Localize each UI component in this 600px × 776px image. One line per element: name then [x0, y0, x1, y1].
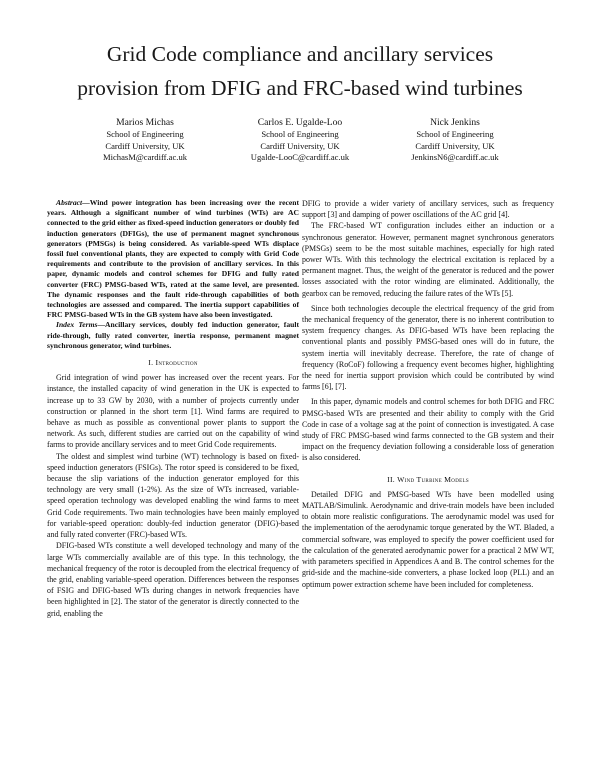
author-university: Cardiff University, UK	[415, 140, 495, 151]
left-column	[47, 198, 299, 619]
author-name: Nick Jenkins	[430, 117, 480, 128]
index-terms	[47, 320, 299, 351]
author-school: School of Engineering	[261, 129, 339, 139]
intro-paragraph-6: Since both technologies decouple the electrical frequency of the grid from the mechanical frequency of the generator, there is no inherent contribution to system frequency changes. As DFIG-based WTs have been replacing the conventional plants and possibly PMSG-based ones will do in future, the system inertia will inevitably decrease. Therefore, the rate of change of frequency (RoCoF) following a frequency event becomes higher, highlighting the need for inertia support provision which could be contributed by wind farms [6], [7].	[302, 303, 554, 392]
author-email: MichasM@cardiff.ac.uk	[102, 152, 188, 163]
index-terms-lead: Index Terms	[56, 320, 98, 330]
author-name: Marios Michas	[116, 117, 174, 128]
models-paragraph-1: Detailed DFIG and PMSG-based WTs have been modelled using MATLAB/Simulink. Aerodynamic and drive-train models have been included to obtain more realistic configurations. The aerodynamic model was used for the implementation of the aerodynamic torque generated by the WT. Bladed, a commercial software, was employed to specify the power coefficient used for the calculation of the generated aerodynamic power for a practical 2 MW WT, with parameters specified in Appendices A and B. The control schemes for the grid-side and the machine-side converters, a phase locked loop (PLL) and an optimum power extraction scheme have been included for completeness.	[302, 489, 554, 589]
author-school: School of Engineering	[416, 129, 494, 139]
author-3	[380, 116, 530, 164]
author-block	[70, 116, 530, 164]
section-heading-introduction: I. Introduction	[148, 358, 198, 368]
intro-paragraph-4: DFIG to provide a wider variety of ancillary services, such as frequency support [3] and damping of power oscillations of the AC grid [4].	[302, 199, 554, 220]
author-name: Carlos E. Ugalde-Loo	[257, 117, 343, 128]
author-email: Ugalde-LooC@cardiff.ac.uk	[250, 152, 350, 163]
intro-paragraph-1: Grid integration of wind power has increased over the recent years. For instance, the installed capacity of wind generation in the UK is expected to increase up to 33 GW by 2030, with a number of projects currently under construction or planned in the short term [1]. Wind farms are required to behave as much as possible as conventional power plants to support the network. As such, different studies are carried out on the capability of wind farms to provide ancillary services and to meet Grid Code requirements.	[47, 373, 299, 450]
paper-title-line-1: Grid Code compliance and ancillary services	[106, 42, 494, 66]
right-column	[302, 198, 554, 590]
paper-title-line-2: provision from DFIG and FRC-based wind turbines	[77, 76, 523, 100]
author-university: Cardiff University, UK	[260, 140, 340, 151]
author-school: School of Engineering	[106, 129, 184, 139]
author-1	[70, 116, 220, 164]
author-2	[225, 116, 375, 164]
author-university: Cardiff University, UK	[105, 140, 185, 151]
author-email: JenkinsN6@cardiff.ac.uk	[411, 152, 499, 163]
section-heading-wind-turbine-models: II. Wind Turbine Models	[387, 474, 469, 484]
intro-paragraph-3: DFIG-based WTs constitute a well developed technology and many of the large WTs commercially available are of this type. In this technology, the mechanical frequency of the rotor is decoupled from the electrical frequency of the grid, enabling variable-speed operation. Differences between the responses of FSIG and DFIG-based WTs during changes in network frequencies have been highlighted in [2]. The stator of the generator is directly connected to the grid, enabling the	[47, 541, 299, 618]
index-terms-text: —Ancillary services, doubly fed induction generator, fault ride-through, fully rated converter, inertia response, permanent magnet synchronous generator, wind turbines.	[47, 320, 299, 350]
intro-paragraph-7: In this paper, dynamic models and control schemes for both DFIG and FRC PMSG-based WTs are presented and their ability to comply with the Grid Code in case of a voltage sag at the point of connection is investigated. A case study of FRC PMSG-based wind farms connected to the GB system and their impact on the frequency deviation following a considerable loss of generation is also considered.	[302, 397, 554, 463]
abstract-lead: Abstract	[56, 198, 83, 207]
intro-paragraph-2: The oldest and simplest wind turbine (WT) technology is based on fixed-speed induction generators (FSIGs). The rotor speed is considered to be fixed, because the slip variations of the induction generator employed for this technology are very small (1-2%). As the size of WTs increased, variable-speed operation technology was developed enabling the wind farms to meet Grid Code requirements. Two main technologies have been mainly employed for variable-speed operation: doubly-fed induction generator (DFIG)-based and fully rated converter (FRC)-based WTs.	[47, 451, 299, 540]
abstract	[47, 198, 299, 320]
intro-paragraph-5: The FRC-based WT configuration includes either an induction or a synchronous generator. However, permanent magnet synchronous generators (PMSGs) seem to be the most suitable machines, especially for high rated power WTs. With this technology the electrical excitation is replaced by a permanent magnet. Thus, the weight of the generator is reduced and the power losses associated with the rotor winding are eliminated. Additionally, the gearbox can be removed, reducing the failure rates of the WTs [5].	[302, 221, 554, 298]
abstract-text: —Wind power integration has been increasing over the recent years. Although a significant number of wind turbines (WTs) are AC connected to the grid either as fixed-speed induction generators or doubly fed induction generators (DFIGs), the use of permanent magnet synchronous generators (PMSGs) is being considered. As variable-speed WTs displace fossil fuel conventional plants, they are expected to comply with Grid Code requirements and contribute to the provision of ancillary services. In this paper, dynamic models and control schemes for DFIG and fully rated converter (FRC) PMSG-based WTs, rated at the same level, are presented. The dynamic responses and the fault ride-through capabilities of both technologies are assessed and compared. The inertia support capabilities of FRC PMSG-based WTs in the GB system have also been investigated.	[47, 198, 299, 320]
